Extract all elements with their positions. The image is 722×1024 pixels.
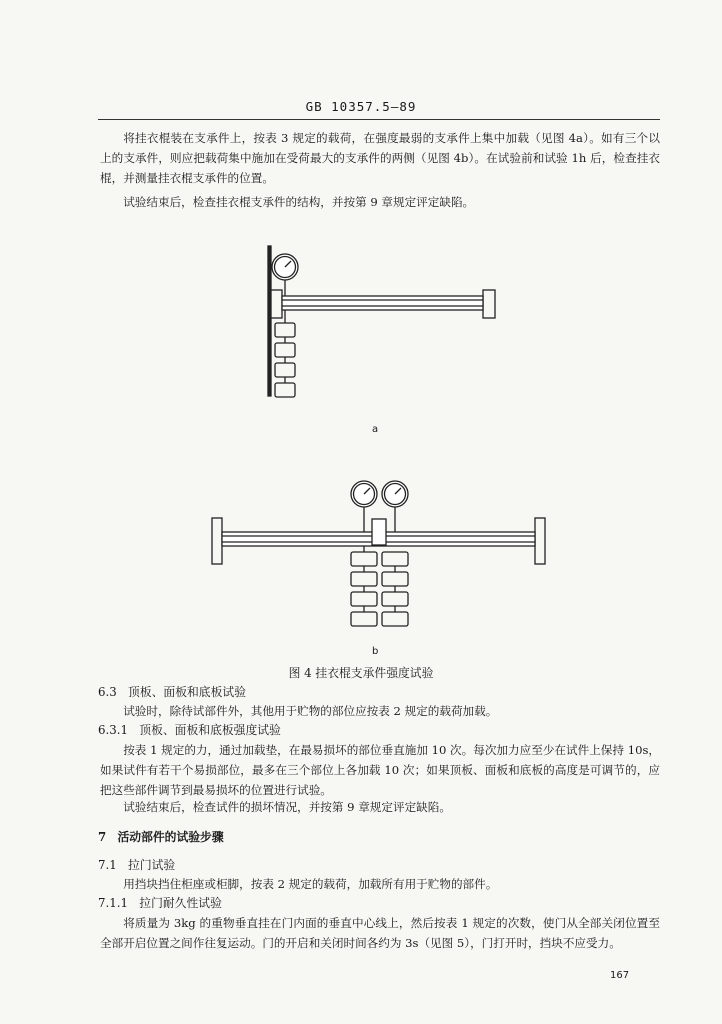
load-weight — [351, 552, 377, 566]
section-7-1-1-heading — [98, 894, 222, 912]
section-number: 7 — [98, 830, 107, 844]
paragraph-6-3-1-result: 试验结束后，检查试件的损坏情况，并按第 9 章规定评定缺陷。 — [123, 800, 451, 814]
right-wall-block — [535, 518, 545, 564]
load-weight — [382, 592, 408, 606]
paragraph-hanger-loading: 将挂衣棍装在支承件上，按表 3 规定的载荷，在强度最弱的支承件上集中加载（见图 4a）。如有三个以上的支承件，则应把载荷集中施加在受荷最大的支承件的两侧（见图 4b）。在试验前和试验 1h 后，检查挂衣棍，并测量挂衣棍支承件的位置。 — [100, 131, 660, 185]
figure-4-caption: 图 4 挂衣棍支承件强度试验 — [288, 666, 434, 680]
page-number: 167 — [610, 970, 630, 981]
paragraph-6-3: 试验时，除待试部件外，其他用于贮物的部位应按表 2 规定的载荷加载。 — [123, 704, 498, 718]
section-number: 6.3 — [98, 685, 117, 699]
section-6-3-1-heading — [98, 721, 281, 739]
section-title: 拉门耐久性试验 — [139, 896, 222, 910]
load-weight — [351, 612, 377, 626]
load-weight — [382, 612, 408, 626]
paragraph-hanger-result: 试验结束后，检查挂衣棍支承件的结构，并按第 9 章规定评定缺陷。 — [123, 195, 475, 209]
section-number: 6.3.1 — [98, 723, 129, 737]
section-title: 顶板、面板和底板试验 — [128, 685, 246, 699]
section-title: 拉门试验 — [128, 858, 176, 872]
section-7-heading — [98, 828, 224, 846]
section-title: 顶板、面板和底板强度试验 — [139, 723, 281, 737]
paragraph-7-1: 用挡块挡住柜座或柜脚，按表 2 规定的载荷，加载所有用于贮物的部件。 — [123, 877, 498, 891]
load-weight — [382, 572, 408, 586]
section-6-3-heading — [98, 683, 246, 701]
section-7-1-heading — [98, 856, 175, 874]
section-number: 7.1.1 — [98, 896, 129, 910]
section-number: 7.1 — [98, 858, 117, 872]
figure-4b-label: b — [372, 646, 379, 657]
paragraph-6-3-1: 按表 1 规定的力，通过加载垫，在最易损坏的部位垂直施加 10 次。每次加力应至少在试件上保持 10s，如果试件有若干个易损部位，最多在三个部位上各加载 10 次；如果顶板、面板和底板的高度是可调节的，应把这些部件调节到最易损坏的位置进行试验。 — [100, 743, 660, 797]
running-header: GB 10357.5—89 — [305, 99, 417, 114]
load-weight — [351, 592, 377, 606]
middle-support — [372, 519, 386, 545]
left-wall-block — [212, 518, 222, 564]
section-title: 活动部件的试验步骤 — [117, 830, 224, 844]
figure-4a-label: a — [372, 424, 379, 435]
load-weight — [382, 552, 408, 566]
paragraph-7-1-1: 将质量为 3kg 的重物垂直挂在门内面的垂直中心线上，然后按表 1 规定的次数，使门从全部关闭位置至全部开启位置之间作往复运动。门的开启和关闭时间各约为 3s（见图 5），门打开时，挡块不应受力。 — [100, 916, 660, 950]
load-weight — [351, 572, 377, 586]
